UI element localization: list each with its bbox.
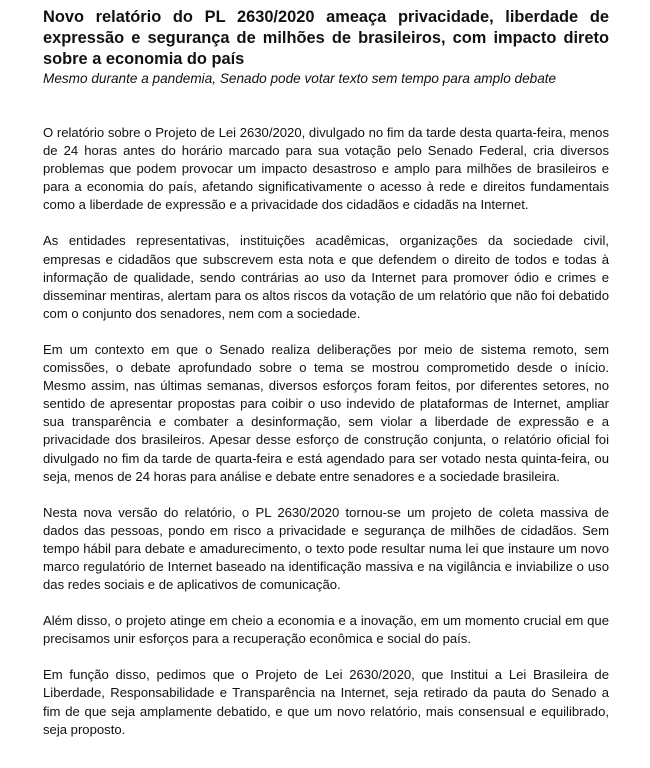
document-title: Novo relatório do PL 2630/2020 ameaça privacidade, liberdade de expressão e segurança de milhões de brasileiros, com impacto direto sobre a economia do país [43, 8, 609, 68]
document-page [43, 7, 609, 757]
paragraph-3: Em um contexto em que o Senado realiza deliberações por meio de sistema remoto, sem comissões, o debate aprofundado sobre o tema se mostrou comprometido desde o início. Mesmo assim, nas últimas semanas, diversos esforços foram feitos, por diferentes setores, no sentido de apresentar propostas para coibir o uso indevido de plataformas de Internet, ampliar sua transparência e combater a desinformação, sem violar a liberdade de expressão e a privacidade dos brasileiros. Apesar desse esforço de construção conjunta, o relatório oficial foi divulgado no fim da tarde de quarta-feira e está agendado para ser votado nesta quinta-feira, ou seja, menos de 24 horas para análise e debate entre senadores e a sociedade brasileira. [43, 341, 609, 484]
paragraph-5: Além disso, o projeto atinge em cheio a economia e a inovação, em um momento crucial em que precisamos unir esforços para a recuperação econômica e social do país. [43, 613, 609, 647]
document-subtitle: Mesmo durante a pandemia, Senado pode votar texto sem tempo para amplo debate [43, 71, 557, 86]
paragraph-1: O relatório sobre o Projeto de Lei 2630/2020, divulgado no fim da tarde desta quarta-feira, menos de 24 horas antes do horário marcado para sua votação pelo Senado Federal, cria diversos problemas que podem provocar um impacto desastroso e amplo para milhões de brasileiros e para a economia do país, afetando significativamente o acesso à rede e direitos fundamentais como a liberdade de expressão e a privacidade dos cidadãos e cidadãs na Internet. [43, 125, 609, 213]
paragraph-6: Em função disso, pedimos que o Projeto de Lei 2630/2020, que Institui a Lei Brasileira de Liberdade, Responsabilidade e Transparência na Internet, seja retirado da pauta do Senado a fim de que seja amplamente debatido, e que um novo relatório, mais consensual e equilibrado, seja proposto. [43, 667, 609, 737]
paragraph-4: Nesta nova versão do relatório, o PL 2630/2020 tornou-se um projeto de coleta massiva de dados das pessoas, pondo em risco a privacidade e segurança de milhões de cidadãos. Sem tempo hábil para debate e amadurecimento, o texto pode resultar numa lei que instaure um novo marco regulatório de Internet baseado na identificação massiva e na vigilância e inviabilize o uso das redes sociais e de aplicativos de comunicação. [43, 504, 609, 593]
paragraph-2: As entidades representativas, instituições acadêmicas, organizações da sociedade civil, empresas e cidadãos que subscrevem esta nota e que defendem o direito de todos e todas à informação de qualidade, sendo contrárias ao uso da Internet para promover ódio e crimes e disseminar mentiras, alertam para os altos riscos da votação de um relatório que não foi debatido com o conjunto dos senadores, nem com a sociedade. [43, 233, 609, 321]
